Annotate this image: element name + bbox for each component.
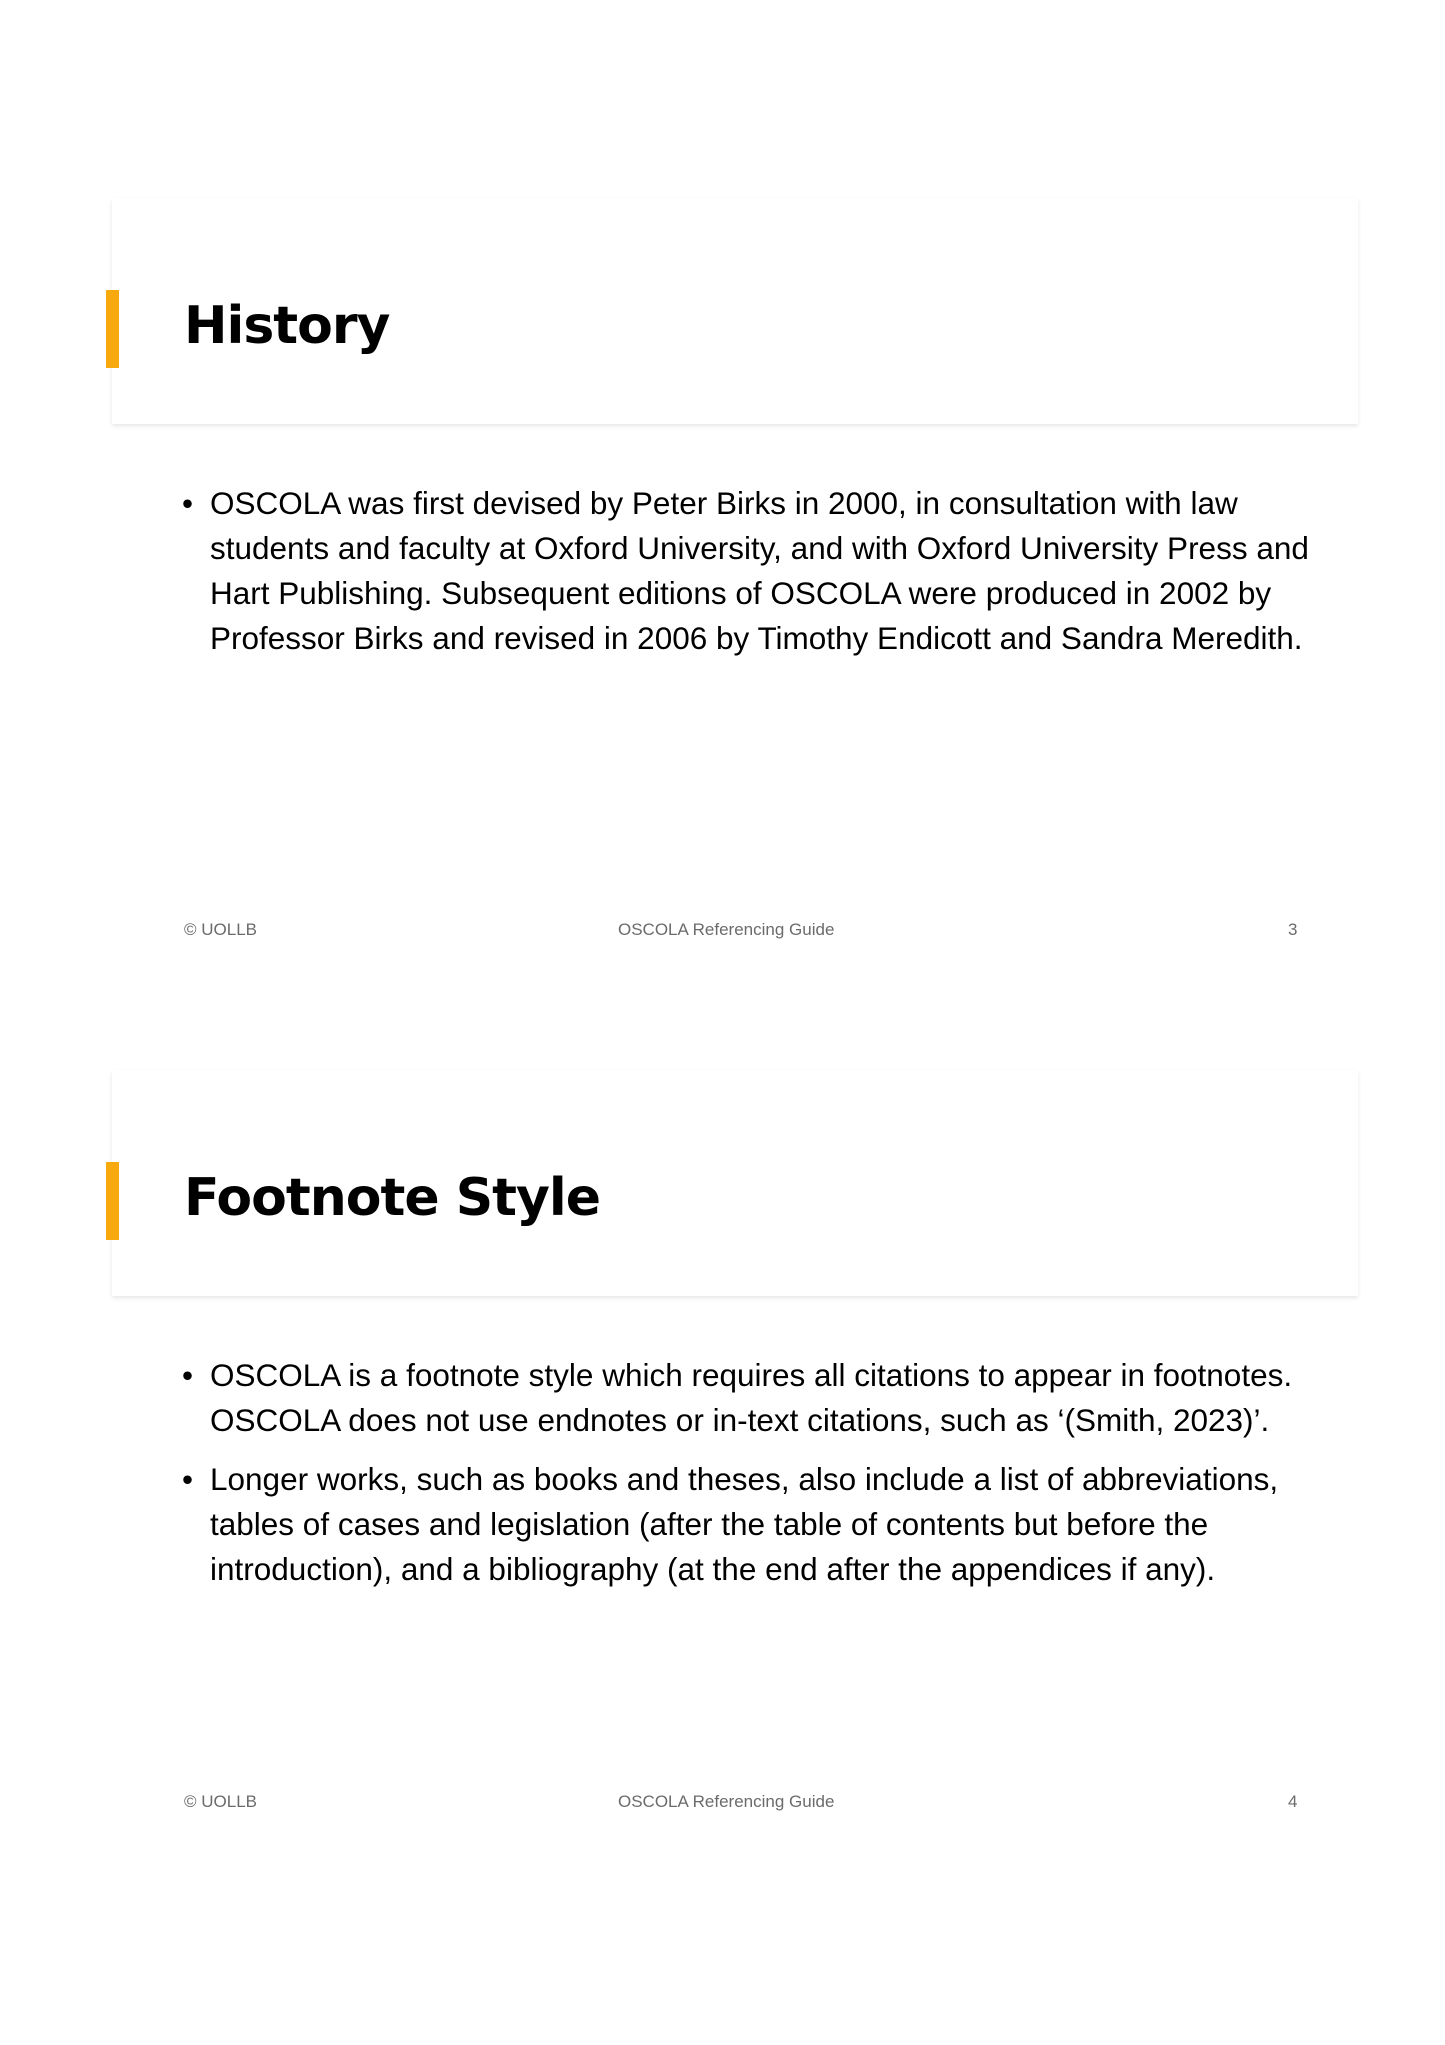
footer-copyright: © UOLLB (184, 1792, 257, 1811)
footer-page-number: 4 (1288, 1792, 1298, 1811)
title-accent-bar (106, 290, 119, 368)
footer-guide-title: OSCOLA Referencing Guide (618, 920, 835, 939)
bullet-list (210, 481, 1320, 675)
bullet-item: • OSCOLA is a footnote style which requires all citations to appear in footnotes. OSCOLA does not use endnotes or in-text citations, such as ‘(Smith, 2023)’. (210, 1353, 1320, 1443)
slide-title: History (184, 296, 390, 356)
footer-page-number: 3 (1288, 920, 1298, 939)
bullet-item: • OSCOLA was first devised by Peter Birks in 2000, in consultation with law students and faculty at Oxford University, and with Oxford University Press and Hart Publishing. Subsequent editions of OSCOLA were produced in 2002 by Professor Birks and revised in 2006 by Timothy Endicott and Sandra Meredith. (210, 481, 1320, 661)
footer-copyright: © UOLLB (184, 920, 257, 939)
footer-guide-title: OSCOLA Referencing Guide (618, 1792, 835, 1811)
bullet-list (210, 1353, 1320, 1606)
slide-title: Footnote Style (184, 1168, 600, 1228)
title-accent-bar (106, 1162, 119, 1240)
slide-history (0, 198, 1445, 958)
bullet-item: • Longer works, such as books and theses, also include a list of abbreviations, tables of cases and legislation (after the table of contents but before the introduction), and a bibliography (at the end after the appendices if any). (210, 1457, 1320, 1592)
slide-footnote-style (0, 1070, 1445, 1830)
